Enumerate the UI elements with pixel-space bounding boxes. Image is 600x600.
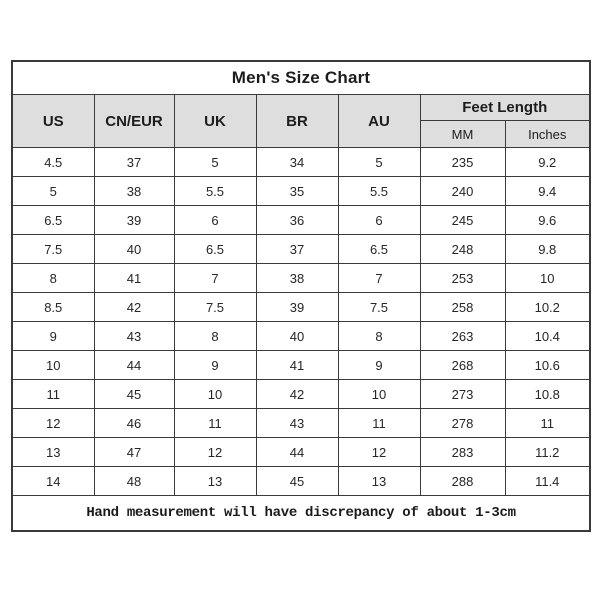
size-cell: 38 bbox=[256, 264, 338, 293]
size-cell: 253 bbox=[420, 264, 505, 293]
size-cell: 11 bbox=[505, 409, 590, 438]
size-cell: 7.5 bbox=[338, 293, 420, 322]
size-cell: 268 bbox=[420, 351, 505, 380]
table-row bbox=[12, 351, 590, 380]
size-cell: 7.5 bbox=[174, 293, 256, 322]
size-cell: 5 bbox=[338, 148, 420, 177]
footer-row bbox=[12, 496, 590, 532]
size-cell: 7 bbox=[174, 264, 256, 293]
size-cell: 8 bbox=[12, 264, 94, 293]
col-header-feet-length: Feet Length bbox=[420, 95, 590, 121]
size-cell: 43 bbox=[256, 409, 338, 438]
size-cell: 9 bbox=[174, 351, 256, 380]
size-cell: 37 bbox=[256, 235, 338, 264]
size-cell: 10.8 bbox=[505, 380, 590, 409]
size-cell: 10 bbox=[12, 351, 94, 380]
size-cell: 288 bbox=[420, 467, 505, 496]
table-row bbox=[12, 235, 590, 264]
size-cell: 13 bbox=[338, 467, 420, 496]
table-row bbox=[12, 177, 590, 206]
table-row bbox=[12, 438, 590, 467]
size-cell: 11.2 bbox=[505, 438, 590, 467]
size-cell: 9.2 bbox=[505, 148, 590, 177]
size-cell: 35 bbox=[256, 177, 338, 206]
size-cell: 39 bbox=[256, 293, 338, 322]
size-cell: 42 bbox=[94, 293, 174, 322]
size-cell: 263 bbox=[420, 322, 505, 351]
size-cell: 8 bbox=[174, 322, 256, 351]
footer-note: Hand measurement will have discrepancy of about 1-3cm bbox=[12, 496, 590, 532]
size-cell: 283 bbox=[420, 438, 505, 467]
col-header-cn-eur: CN/EUR bbox=[94, 95, 174, 148]
size-cell: 13 bbox=[174, 467, 256, 496]
size-cell: 5.5 bbox=[174, 177, 256, 206]
size-cell: 13 bbox=[12, 438, 94, 467]
table-row bbox=[12, 380, 590, 409]
table-row bbox=[12, 148, 590, 177]
table-row bbox=[12, 206, 590, 235]
size-cell: 39 bbox=[94, 206, 174, 235]
size-cell: 273 bbox=[420, 380, 505, 409]
size-cell: 41 bbox=[256, 351, 338, 380]
size-cell: 36 bbox=[256, 206, 338, 235]
size-cell: 10.6 bbox=[505, 351, 590, 380]
size-cell: 43 bbox=[94, 322, 174, 351]
size-cell: 240 bbox=[420, 177, 505, 206]
table-row bbox=[12, 409, 590, 438]
size-cell: 10 bbox=[338, 380, 420, 409]
table-row bbox=[12, 467, 590, 496]
size-cell: 12 bbox=[338, 438, 420, 467]
size-cell: 6.5 bbox=[338, 235, 420, 264]
header-row-main bbox=[12, 95, 590, 121]
size-cell: 47 bbox=[94, 438, 174, 467]
size-cell: 9 bbox=[12, 322, 94, 351]
size-cell: 11 bbox=[12, 380, 94, 409]
size-cell: 8.5 bbox=[12, 293, 94, 322]
size-cell: 42 bbox=[256, 380, 338, 409]
col-header-br: BR bbox=[256, 95, 338, 148]
size-table-body bbox=[12, 148, 590, 496]
size-cell: 6.5 bbox=[12, 206, 94, 235]
chart-title-row bbox=[12, 61, 590, 95]
size-cell: 278 bbox=[420, 409, 505, 438]
size-cell: 11.4 bbox=[505, 467, 590, 496]
size-cell: 245 bbox=[420, 206, 505, 235]
sub-header-mm: MM bbox=[420, 121, 505, 148]
col-header-us: US bbox=[12, 95, 94, 148]
size-cell: 258 bbox=[420, 293, 505, 322]
size-cell: 7.5 bbox=[12, 235, 94, 264]
size-cell: 5 bbox=[174, 148, 256, 177]
size-cell: 6 bbox=[174, 206, 256, 235]
size-cell: 6.5 bbox=[174, 235, 256, 264]
size-cell: 46 bbox=[94, 409, 174, 438]
size-cell: 34 bbox=[256, 148, 338, 177]
size-cell: 11 bbox=[174, 409, 256, 438]
table-row bbox=[12, 264, 590, 293]
size-cell: 11 bbox=[338, 409, 420, 438]
size-cell: 40 bbox=[256, 322, 338, 351]
size-cell: 10 bbox=[505, 264, 590, 293]
size-cell: 38 bbox=[94, 177, 174, 206]
size-cell: 5 bbox=[12, 177, 94, 206]
size-cell: 4.5 bbox=[12, 148, 94, 177]
size-cell: 41 bbox=[94, 264, 174, 293]
size-cell: 45 bbox=[256, 467, 338, 496]
size-cell: 235 bbox=[420, 148, 505, 177]
size-cell: 5.5 bbox=[338, 177, 420, 206]
col-header-au: AU bbox=[338, 95, 420, 148]
size-cell: 12 bbox=[174, 438, 256, 467]
size-cell: 10.4 bbox=[505, 322, 590, 351]
size-cell: 9.6 bbox=[505, 206, 590, 235]
size-cell: 6 bbox=[338, 206, 420, 235]
size-cell: 12 bbox=[12, 409, 94, 438]
size-cell: 45 bbox=[94, 380, 174, 409]
table-row bbox=[12, 322, 590, 351]
sub-header-inches: Inches bbox=[505, 121, 590, 148]
size-cell: 44 bbox=[256, 438, 338, 467]
chart-title: Men's Size Chart bbox=[12, 61, 590, 95]
col-header-uk: UK bbox=[174, 95, 256, 148]
size-cell: 40 bbox=[94, 235, 174, 264]
size-cell: 8 bbox=[338, 322, 420, 351]
size-cell: 37 bbox=[94, 148, 174, 177]
size-cell: 44 bbox=[94, 351, 174, 380]
size-chart-table bbox=[11, 60, 591, 532]
size-cell: 10.2 bbox=[505, 293, 590, 322]
size-cell: 48 bbox=[94, 467, 174, 496]
size-cell: 10 bbox=[174, 380, 256, 409]
size-cell: 7 bbox=[338, 264, 420, 293]
size-cell: 14 bbox=[12, 467, 94, 496]
size-cell: 9.8 bbox=[505, 235, 590, 264]
size-cell: 9 bbox=[338, 351, 420, 380]
size-cell: 9.4 bbox=[505, 177, 590, 206]
table-row bbox=[12, 293, 590, 322]
size-cell: 248 bbox=[420, 235, 505, 264]
